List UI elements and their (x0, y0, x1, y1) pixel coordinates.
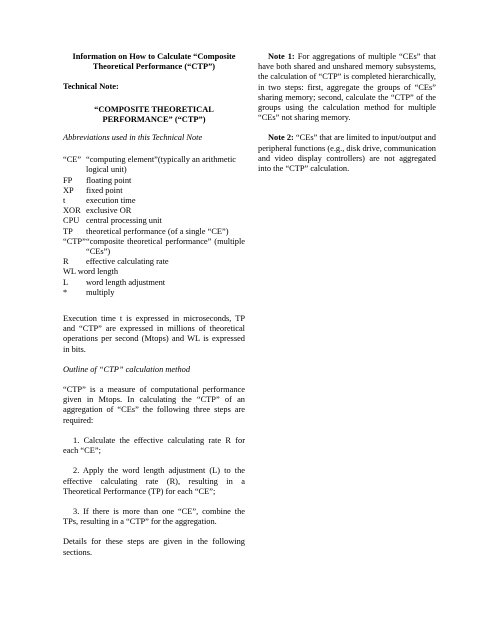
abbr-value: execution time (86, 196, 136, 206)
abbr-key: t (63, 196, 66, 206)
abbr-value: “computing element”(typically an arithmetic logical unit) (86, 155, 236, 175)
note-2-text: “CEs” that are limited to input/output and peripheral functions (e.g., disk drive, communication and video display controllers) are not aggregated into the “CTP” calculation. (258, 133, 436, 174)
execution-time-paragraph: Execution time t is expressed in microseconds, TP and “CTP” are expressed in millions of theoretical operations per second (Mtops) and WL is expressed in bits. (63, 314, 245, 354)
abbr-wl-line: WL word length (63, 267, 119, 277)
abbr-value: central processing unit (86, 216, 162, 226)
details-paragraph: Details for these steps are given in the following sections. (63, 537, 245, 557)
abbr-value: multiply (86, 287, 115, 297)
abbr-value: floating point (86, 175, 132, 185)
note-2-label: Note 2: (268, 133, 294, 143)
abbr-key: XP (63, 185, 74, 195)
abbr-value: exclusive OR (86, 206, 132, 216)
abbr-key: L (63, 277, 69, 287)
abbr-key: R (63, 257, 69, 267)
section-heading-line1: “COMPOSITE THEORETICAL (94, 104, 214, 114)
abbr-key: * (63, 287, 68, 297)
abbr-key: XOR (63, 206, 81, 216)
section-heading-line2: PERFORMANCE” (“CTP”) (102, 114, 206, 124)
abbr-value: fixed point (86, 185, 123, 195)
ctp-measure-paragraph: “CTP” is a measure of computational performance given in Mtops. In calculating the “CTP” of an aggregation of “CEs” the following three steps are required: (63, 385, 245, 425)
abbreviations-heading: Abbreviations used in this Technical Note (63, 133, 203, 143)
technical-note-label: Technical Note: (63, 82, 119, 92)
outline-heading: Outline of “CTP” calculation method (63, 364, 191, 374)
abbr-value: word length adjustment (86, 277, 166, 287)
left-column (63, 52, 245, 558)
note-1-label: Note 1: (268, 52, 295, 61)
step-3: 3. If there is more than one “CE”, combine the TPs, resulting in a “CTP” for the aggregation. (63, 506, 245, 527)
abbr-key: “CTP” (63, 236, 86, 246)
abbr-value: “composite theoretical performance” (multiple “CEs”) (86, 236, 245, 257)
abbr-value: effective calculating rate (86, 257, 169, 267)
document-title-line1: Information on How to Calculate “Composite (72, 52, 236, 61)
step-1: 1. Calculate the effective calculating rate R for each “CE”; (63, 435, 245, 456)
abbreviations-list-continued (63, 278, 245, 298)
document-title-line2: Theoretical Performance (“CTP”) (92, 62, 216, 72)
abbr-key: FP (63, 175, 73, 185)
abbr-key: “CE” (63, 155, 82, 165)
abbr-key: CPU (63, 216, 80, 226)
abbreviations-list (63, 155, 245, 267)
note-1-text: For aggregations of multiple “CEs” that have both shared and unshared memory subsystems, the calculation of “CTP” is completed hierarchically, in two steps: first, aggregate the groups of “CEs” sharing memory; second, calculate the “CTP” of the groups using the calculation method for multiple “CEs” not sharing memory. (258, 52, 436, 123)
abbr-value: theoretical performance (of a single “CE”) (86, 226, 229, 236)
right-column (258, 52, 436, 174)
abbr-key: TP (63, 226, 73, 236)
note-1 (258, 52, 436, 123)
step-2: 2. Apply the word length adjustment (L) to the effective calculating rate (R), resulting in a Theoretical Performance (TP) for each “CE”; (63, 466, 245, 496)
note-2 (258, 133, 436, 174)
